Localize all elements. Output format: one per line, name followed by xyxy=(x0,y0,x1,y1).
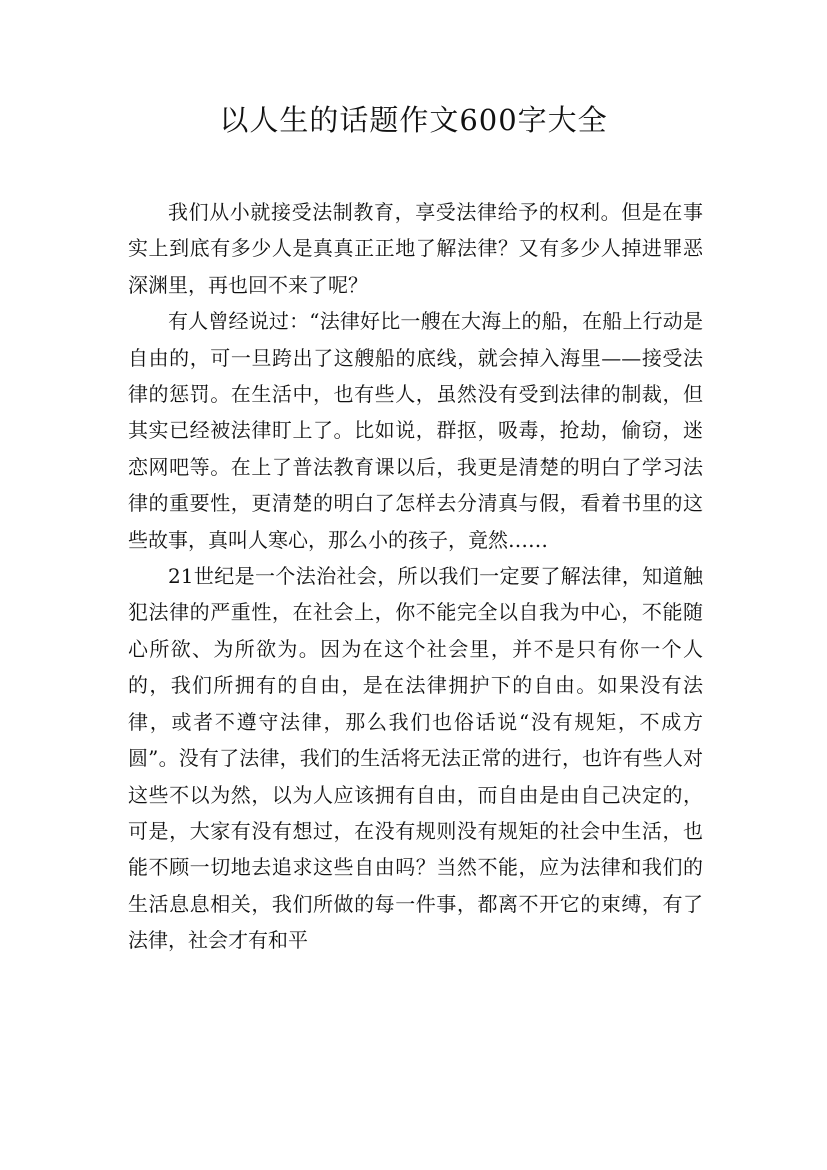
document-body xyxy=(128,194,703,959)
paragraph-2: 有人曾经说过：“法律好比一艘在大海上的船，在船上行动是自由的，可一旦跨出了这艘船的底线，就会掉入海里——接受法律的惩罚。在生活中，也有些人，虽然没有受到法律的制裁，但其实已经被法律盯上了。比如说，群抠，吸毒，抢劫，偷窃，迷恋网吧等。在上了普法教育课以后，我更是清楚的明白了学习法律的重要性，更清楚的明白了怎样去分清真与假，看着书里的这些故事，真叫人寒心，那么小的孩子，竟然…… xyxy=(128,309,703,552)
paragraph-3: 21世纪是一个法治社会，所以我们一定要了解法律，知道触犯法律的严重性，在社会上，你不能完全以自我为中心，不能随心所欲、为所欲为。因为在这个社会里，并不是只有你一个人的，我们所拥有的自由，是在法律拥护下的自由。如果没有法律，或者不遵守法律，那么我们也俗话说“没有规矩，不成方圆”。没有了法律，我们的生活将无法正常的进行，也许有些人对这些不以为然，以为人应该拥有自由，而自由是由自己决定的，可是，大家有没有想过，在没有规则没有规矩的社会中生活，也能不顾一切地去追求这些自由吗？当然不能，应为法律和我们的生活息息相关，我们所做的每一件事，都离不开它的束缚，有了法律，社会才有和平 xyxy=(128,564,703,953)
document-title: 以人生的话题作文600字大全 xyxy=(219,103,608,137)
paragraph-1: 我们从小就接受法制教育，享受法律给予的权利。但是在事实上到底有多少人是真真正正地了解法律？又有多少人掉进罪恶深渊里，再也回不来了呢？ xyxy=(128,200,703,297)
